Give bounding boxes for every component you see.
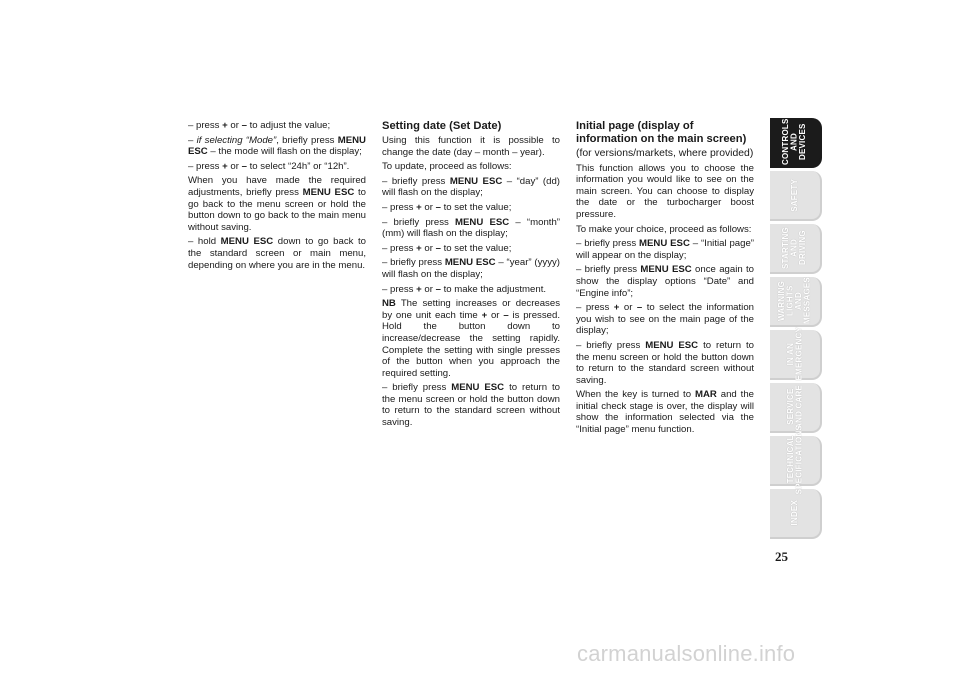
paragraph: – press + or – to adjust the value; [188, 120, 331, 131]
paragraph: Using this function it is possible to change the date (day – month – year). [382, 135, 560, 158]
paragraph: When the key is turned to MAR and the initial check stage is over, the display will show the information selected via the “Initial page” menu function. [576, 389, 754, 436]
page-number: 25 [775, 549, 788, 564]
paragraph: – hold MENU ESC down to go back to the standard screen or main menu, depending on where you are in the menu. [188, 236, 366, 271]
tab-technical-specifications[interactable]: TECHNICAL SPECIFICATIONS [770, 436, 822, 486]
paragraph: – press + or – to select “24h” or “12h”. [188, 160, 350, 172]
nb-note: NB The setting increases or decreases by one unit each time + or – is pressed. Hold the button down to increase/decrease the setting rapidly. Complete the setting with single presses of the button when you approach the required setting. [382, 298, 560, 379]
paragraph: – briefly press MENU ESC once again to show the display options “Date” and “Engine info”; [576, 264, 755, 299]
paragraph: When you have made the required adjustments, briefly press MENU ESC to go back to the menu screen or hold the button down to go back to the main menu without saving. [188, 175, 366, 233]
column-2 [382, 120, 560, 432]
paragraph: – press + or – to select the information you wish to see on the main page of the display; [576, 302, 754, 337]
column-1 [188, 120, 366, 274]
paragraph: This function allows you to choose the information you would like to see on the main screen. You can choose to display the date or the turbocharger boost pressure. [576, 162, 754, 220]
paragraph: – press + or – to set the value; [382, 242, 512, 254]
paragraph: – briefly press MENU ESC to return to the menu screen or hold the button down to return to the standard screen without saving. [382, 382, 561, 429]
paragraph: – briefly press MENU ESC to return to the menu screen or hold the button down to return to the standard screen without saving. [576, 339, 755, 386]
tab-starting-and-driving[interactable]: STARTING AND DRIVING [770, 224, 822, 274]
paragraph: To make your choice, proceed as follows: [576, 223, 752, 235]
tab-safety[interactable]: SAFETY [770, 171, 822, 221]
tab-service-and-care[interactable]: SERVICE AND CARE [770, 383, 822, 433]
paragraph: – briefly press MENU ESC – “day” (dd) will flash on the display; [382, 175, 560, 199]
tab-warning-lights-and-messages[interactable]: WARNING LIGHTS AND MESSAGES [770, 277, 822, 327]
section-heading: Initial page (display of information on the main screen) [576, 120, 747, 145]
paragraph: To update, proceed as follows: [382, 161, 512, 173]
tab-controls-and-devices[interactable]: CONTROLS AND DEVICES [770, 118, 822, 168]
watermark: carmanualsonline.info [577, 641, 796, 666]
tab-index[interactable]: INDEX [770, 489, 822, 539]
paragraph: – briefly press MENU ESC – “month” (mm) will flash on the display; [382, 216, 560, 240]
paragraph: – if selecting “Mode”, briefly press MENU ESC – the mode will flash on the display; [188, 134, 366, 158]
paragraph: – briefly press MENU ESC – “Initial page” will appear on the display; [576, 238, 754, 261]
section-tabs [770, 118, 822, 542]
paragraph: – press + or – to set the value; [382, 201, 512, 213]
section-heading: Setting date (Set Date) [382, 120, 502, 132]
tab-in-an-emergency[interactable]: IN AN EMERGENCY [770, 330, 822, 380]
paragraph: – press + or – to make the adjustment. [382, 283, 547, 295]
column-3 [576, 120, 754, 439]
paragraph: – briefly press MENU ESC – “year” (yyyy) will flash on the display; [382, 257, 560, 280]
section-subheading: (for versions/markets, where provided) [576, 148, 754, 159]
